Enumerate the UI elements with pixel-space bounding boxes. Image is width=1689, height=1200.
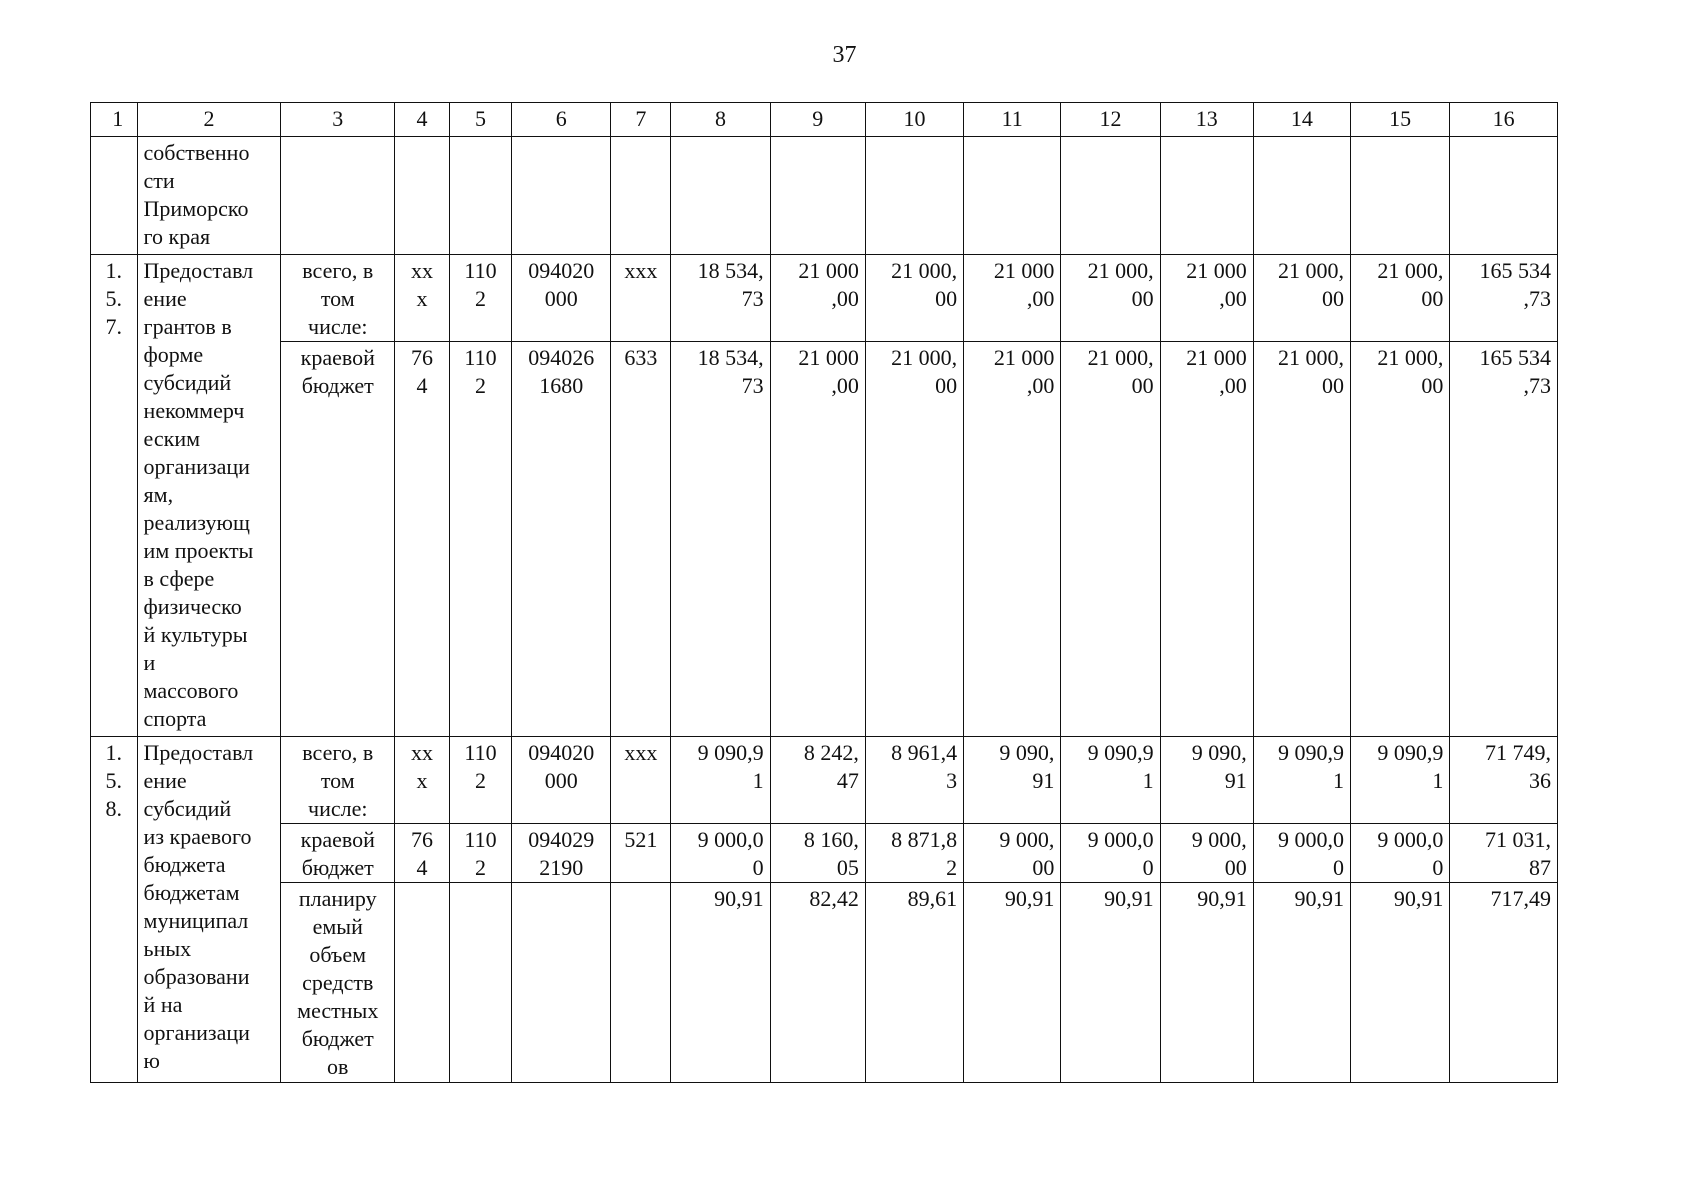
continuation-row	[91, 137, 1558, 255]
value-cell: 21 000 ,00	[1160, 342, 1253, 737]
header-cell: 5	[449, 103, 511, 137]
value-cell: 9 090,9 1	[1061, 737, 1160, 824]
header-cell: 9	[770, 103, 865, 137]
code-cell: 094020 000	[512, 737, 611, 824]
value-cell: 21 000, 00	[1351, 342, 1450, 737]
value-cell: 21 000, 00	[1061, 342, 1160, 737]
value-cell: 9 090,9 1	[1351, 737, 1450, 824]
empty-cell	[91, 137, 138, 255]
value-cell: 90,91	[671, 883, 770, 1083]
empty-cell	[281, 137, 395, 255]
value-cell: 9 000,0 0	[671, 824, 770, 883]
code-cell: 76 4	[395, 824, 450, 883]
code-cell: хх х	[395, 737, 450, 824]
value-cell: 21 000 ,00	[964, 255, 1061, 342]
value-cell: 21 000 ,00	[1160, 255, 1253, 342]
empty-cell	[449, 137, 511, 255]
header-cell: 13	[1160, 103, 1253, 137]
funding-source-cell: всего, в том числе:	[281, 737, 395, 824]
value-cell: 21 000 ,00	[964, 342, 1061, 737]
item-name-cell: собственно сти Приморско го края	[137, 137, 281, 255]
code-cell: 110 2	[449, 824, 511, 883]
header-cell: 11	[964, 103, 1061, 137]
empty-cell	[964, 137, 1061, 255]
value-cell: 90,91	[1351, 883, 1450, 1083]
header-row	[91, 103, 1558, 137]
value-cell: 90,91	[1253, 883, 1350, 1083]
item-157-total-row	[91, 255, 1558, 342]
header-cell: 6	[512, 103, 611, 137]
code-cell	[395, 883, 450, 1083]
page-number: 37	[832, 42, 857, 68]
funding-source-cell: всего, в том числе:	[281, 255, 395, 342]
empty-cell	[671, 137, 770, 255]
code-cell: 110 2	[449, 342, 511, 737]
code-cell	[449, 883, 511, 1083]
empty-cell	[611, 137, 671, 255]
value-cell: 90,91	[964, 883, 1061, 1083]
code-cell: ххх	[611, 255, 671, 342]
header-cell: 12	[1061, 103, 1160, 137]
item-158-local-row	[91, 883, 1558, 1083]
value-cell: 165 534 ,73	[1450, 342, 1558, 737]
header-cell: 14	[1253, 103, 1350, 137]
value-cell: 21 000, 00	[1253, 342, 1350, 737]
empty-cell	[770, 137, 865, 255]
empty-cell	[1061, 137, 1160, 255]
item-name-cell: Предоставл ение грантов в форме субсидий некоммерч еским организаци ям, реализующ им проекты в сфере физическо й культуры и массового спорта	[137, 255, 281, 737]
empty-cell	[865, 137, 963, 255]
empty-cell	[1351, 137, 1450, 255]
value-cell: 717,49	[1450, 883, 1558, 1083]
header-cell: 8	[671, 103, 770, 137]
value-cell: 8 871,8 2	[865, 824, 963, 883]
empty-cell	[1253, 137, 1350, 255]
value-cell: 21 000, 00	[1061, 255, 1160, 342]
value-cell: 90,91	[1061, 883, 1160, 1083]
funding-source-cell: планиру емый объем средств местных бюджет ов	[281, 883, 395, 1083]
code-cell	[611, 883, 671, 1083]
code-cell: 521	[611, 824, 671, 883]
value-cell: 9 000, 00	[964, 824, 1061, 883]
code-cell: 094029 2190	[512, 824, 611, 883]
value-cell: 89,61	[865, 883, 963, 1083]
header-cell: 7	[611, 103, 671, 137]
value-cell: 71 031, 87	[1450, 824, 1558, 883]
item-number-cell: 1. 5. 8.	[91, 737, 138, 1083]
value-cell: 9 000,0 0	[1351, 824, 1450, 883]
item-name-cell: Предоставл ение субсидий из краевого бюджета бюджетам муниципал ьных образовани й на организаци ю	[137, 737, 281, 1083]
empty-cell	[1450, 137, 1558, 255]
header-cell: 1	[91, 103, 138, 137]
funding-source-cell: краевой бюджет	[281, 824, 395, 883]
code-cell: 76 4	[395, 342, 450, 737]
value-cell: 8 242, 47	[770, 737, 865, 824]
value-cell: 9 090, 91	[964, 737, 1061, 824]
value-cell: 18 534, 73	[671, 255, 770, 342]
empty-cell	[395, 137, 450, 255]
value-cell: 21 000, 00	[1351, 255, 1450, 342]
value-cell: 165 534 ,73	[1450, 255, 1558, 342]
item-number-cell: 1. 5. 7.	[91, 255, 138, 737]
budget-table	[90, 102, 1558, 1083]
item-158-total-row	[91, 737, 1558, 824]
value-cell: 9 090, 91	[1160, 737, 1253, 824]
code-cell: 633	[611, 342, 671, 737]
funding-source-cell: краевой бюджет	[281, 342, 395, 737]
value-cell: 90,91	[1160, 883, 1253, 1083]
header-cell: 15	[1351, 103, 1450, 137]
empty-cell	[512, 137, 611, 255]
code-cell: 110 2	[449, 255, 511, 342]
value-cell: 21 000 ,00	[770, 255, 865, 342]
code-cell	[512, 883, 611, 1083]
value-cell: 9 000,0 0	[1061, 824, 1160, 883]
code-cell: 094026 1680	[512, 342, 611, 737]
code-cell: 110 2	[449, 737, 511, 824]
value-cell: 9 000,0 0	[1253, 824, 1350, 883]
value-cell: 8 961,4 3	[865, 737, 963, 824]
code-cell: хх х	[395, 255, 450, 342]
item-157-regional-row	[91, 342, 1558, 737]
value-cell: 8 160, 05	[770, 824, 865, 883]
value-cell: 9 000, 00	[1160, 824, 1253, 883]
header-cell: 4	[395, 103, 450, 137]
value-cell: 71 749, 36	[1450, 737, 1558, 824]
value-cell: 21 000, 00	[865, 255, 963, 342]
value-cell: 21 000, 00	[1253, 255, 1350, 342]
item-158-regional-row	[91, 824, 1558, 883]
value-cell: 9 090,9 1	[671, 737, 770, 824]
header-cell: 2	[137, 103, 281, 137]
value-cell: 9 090,9 1	[1253, 737, 1350, 824]
value-cell: 21 000, 00	[865, 342, 963, 737]
header-cell: 10	[865, 103, 963, 137]
empty-cell	[1160, 137, 1253, 255]
code-cell: 094020 000	[512, 255, 611, 342]
value-cell: 82,42	[770, 883, 865, 1083]
code-cell: ххх	[611, 737, 671, 824]
value-cell: 21 000 ,00	[770, 342, 865, 737]
header-cell: 3	[281, 103, 395, 137]
header-cell: 16	[1450, 103, 1558, 137]
value-cell: 18 534, 73	[671, 342, 770, 737]
